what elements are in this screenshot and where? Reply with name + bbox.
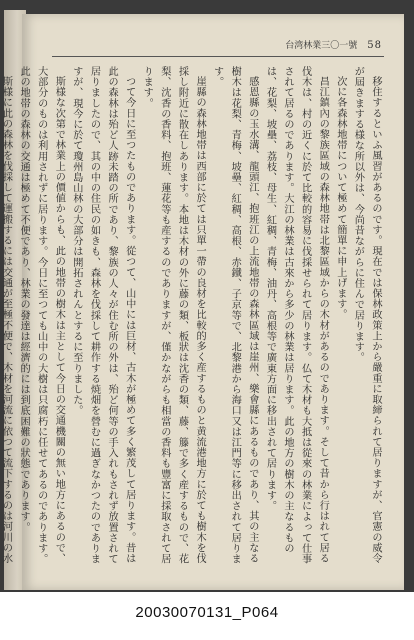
paragraph: 斯様に此の森林を伐採して運搬するには交通が至極不便で、木材を河流に依つて流下するのは河川の水	[0, 76, 12, 564]
paragraph: 昌江鎮內の黎族區域の森林地帯は北黎區域からの木材があるのであります。そして昔から行はれて居る伐木は、村の近くに於て比較的容易に伐採せられて居ります。仏て木材も大抵は從來の林業によって仕事されて居るのであります。大江の林業は古來から多少の林業は居ります。此の地方の樹木の主なるものは、花梨、坡壘、荔枝、母生、紅稠、青梅、油丹、高根等で廣東方面に移出されて居ります。	[264, 66, 329, 565]
paragraph: 崖縣の森林地帯は西部に於ては只單一帶の良材を比較的多く産するものと黄流港地方に於ても樹木を伐採し附近に散在しあります。本地は木材の外に藤の類、板狀は沈香の類、藤、籐で多く産するもので、花梨、沈香の香料、抱班、蓮花等も産するのでありますが、僅かながらも相當の香料も豐富に採取されて居ります。	[141, 66, 206, 565]
image-caption: 20030070131_P064	[135, 604, 279, 621]
header-rule	[52, 56, 384, 57]
paragraph: 感恩縣の玉水溝、龍頭江、抱班江の上流地帯の森林區域は崖州、樂會縣にあるものであり、其の主なる樹木は花梨、青梅、坡壘、紅稠、高根、赤鐵、子京等で、北黎港から海口又は江門等に移出されて居ります。	[211, 66, 258, 565]
page-number: 58	[367, 40, 382, 51]
paragraph: 移住するといふ風習があるのです。現在では保林政策上から嚴重に取締られて居りますが、官憲の威令が屆きまする様な所以外は、今尚昔ながらに住んで居ります。	[352, 66, 381, 564]
paragraph: つて今日に至つたものであります。從つて、山中には巨材、古木が極めて多く繁茂して居ります。昔は此の森林は殆ど人跡未踏の所であり、黎族の人々が住む所の外は、殆ど何等の手入れもされず放置されて居りましたので、其の中の住民の如きも、森林を伐採して耕作する焼畑を營むに過ぎなかつたのでありますが、現今に於て瓊州島山林の大部分は開拓されんとするに至りました。	[70, 66, 135, 565]
paragraph: 次に各森林地帯について極めて簡單に申上げます。	[334, 76, 346, 320]
book-page	[0, 14, 404, 590]
paragraph: 斯様な次第で林業上の價値からも、此の地帯の樹木は主として今日の交通機關の無い地方にあるので、大部分のものは利用されずに居ります。今日に至つても山中の大樹は只腐朽に任せてあるのであります。此の地帯の森林の交通は極めて不便であり、林業の發達は經濟的には到底困難の狀態であります。	[18, 66, 65, 565]
page-header	[285, 38, 382, 51]
running-title: 台湾林業三〇一號	[285, 41, 358, 51]
page-body-text	[0, 66, 384, 566]
